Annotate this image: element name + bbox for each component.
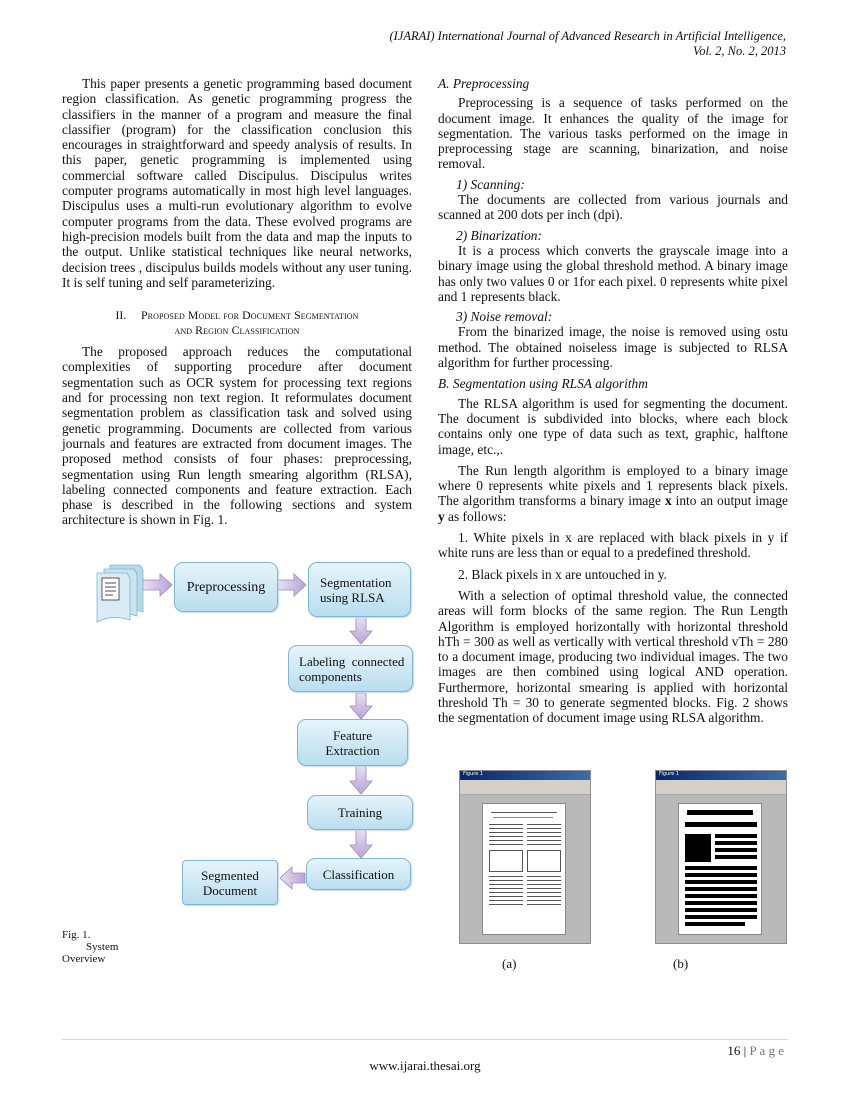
b-p2-x: x: [664, 493, 672, 509]
subsection-b-p3: With a selection of optimal threshold value, the connected areas will form blocks of the same region. The Run Length Algorithm is employed horizontally with horizontal threshold hTh = 300 as well as vertically with vertical threshold vTh = 280 to a document image, producing two individual images. The two images are then combined using logical AND operation. Furthermore, horizontal smearing is applied with horizontal threshold Th = 30 to generate segmented blocks. Fig. 2 shows the segmentation of document image using RLSA algorithm.: [438, 587, 788, 726]
feature-label-line2: Extraction: [325, 742, 380, 758]
figure-window-titlebar: [656, 771, 786, 780]
arrow-labeling-to-feature: [350, 693, 372, 719]
preprocessing-label: Preprocessing: [186, 579, 266, 595]
figure2b-label: (b): [673, 956, 689, 971]
document-stack-icon: [97, 565, 143, 622]
preprocessing-box: [174, 562, 278, 612]
rule-item-1: 1. White pixels in x are replaced with black pixels in y if white runs are less than or equal to a predefined threshold.: [438, 530, 788, 561]
page-word: P a g e: [749, 1043, 784, 1058]
journal-header-line1: (IJARAI) International Journal of Advanced Research in Artificial Intelligence,: [389, 29, 786, 43]
rule-item-2: 2. Black pixels in x are untouched in y.: [458, 566, 667, 582]
left-column: [62, 76, 412, 528]
subsection-a-body: Preprocessing is a sequence of tasks performed on the document image. It enhances the quality of the image for segmentation. The various tasks performed on the image in preprocessing stage are scanning, binarization, and noise removal.: [438, 95, 788, 172]
figure1-caption-text: System Overview: [62, 941, 119, 965]
labeling-label-line2: components: [299, 668, 362, 684]
binarization-title: 2) Binarization:: [456, 227, 542, 243]
feature-extraction-box: [297, 719, 408, 766]
segmentation-label-line1: Segmentation: [320, 574, 392, 590]
page-number-value: 16: [727, 1043, 741, 1058]
figure-window-titlebar: [460, 771, 590, 780]
scanned-document-original: [482, 803, 566, 935]
scanned-document-segmented: [678, 803, 762, 935]
subsection-a-title: A. Preprocessing: [438, 76, 530, 91]
figure-window-title: Figure 1: [463, 771, 484, 777]
arrow-feature-to-training: [350, 766, 372, 794]
segmented-document-box: [182, 860, 278, 905]
section-number: II.: [115, 308, 127, 323]
figure-window-toolbar: [656, 786, 786, 795]
labeling-box: [288, 645, 413, 692]
intro-paragraph: This paper presents a genetic programming based document region classification. As genetic programming progress the classifiers in the manner of a program and measure the final classifier (program) for the classification conclusion this encourages in straightforward and speedy analysis of results. In this paper, genetic programming is implemented using commercial software called Discipulus. Discipulus writes computer programs automatically in most high level languages. Discipulus uses a multi-run evolutionary algorithm to evolve computer programs from the data. These evolved programs are high-precision models built from the data and map the inputs to the output. Unlike statistical techniques like neural networks, decision trees , discipulus builds models without any user tuning. It is self tuning and self parameterizing.: [62, 76, 412, 290]
b-p2-y: y: [438, 508, 445, 524]
binarization-body: It is a process which converts the grayscale image into a binary image using the global threshold method. A binary image has only two values 0 or 1for each pixel. 0 represents white pixel and 1 represents black.: [438, 242, 788, 304]
b-p2-part2: into an output image: [671, 493, 788, 509]
right-column: [438, 76, 788, 726]
section-title-line2: and Region Classification: [174, 323, 300, 338]
figure-window-toolbar: [460, 786, 590, 795]
figure2a-label: (a): [502, 956, 517, 971]
figure-window-segmented: [655, 770, 787, 944]
training-box: [307, 795, 413, 830]
b-p2-part1: The Run length algorithm is employed to a binary image where 0 represents white pixels and 1 represents black pixels. The algorithm transforms a binary image: [438, 462, 788, 509]
noise-removal-title: 3) Noise removal:: [456, 309, 553, 325]
arrow-training-to-classification: [350, 830, 372, 858]
journal-header-line2: Vol. 2, No. 2, 2013: [692, 44, 786, 58]
figure-window-original: [459, 770, 591, 944]
segmentation-label-line2: using RLSA: [320, 589, 385, 605]
subsection-b-p1: The RLSA algorithm is used for segmenting the document. The document is subdivided into blocks, where each block contains only one type of data such as text, graphic, halftone image, etc.,.: [438, 395, 788, 457]
subsection-b-title: B. Segmentation using RLSA algorithm: [438, 376, 648, 392]
figure-window-title: Figure 1: [659, 771, 680, 777]
segmented-label-line2: Document: [202, 882, 258, 898]
subsection-b-p2: [438, 463, 788, 524]
section-heading: [62, 308, 412, 338]
page-number: [727, 1043, 784, 1059]
segmentation-box: [308, 562, 411, 617]
noise-removal-body: From the binarized image, the noise is removed using ostu method. The obtained noiseless image is subjected to RLSA algorithm for further processing.: [438, 324, 788, 371]
arrow-preprocessing-to-segmentation: [278, 574, 306, 596]
footer-url: www.ijarai.thesai.org: [369, 1058, 481, 1073]
figure1-caption: [62, 929, 118, 965]
classification-box: [306, 858, 411, 890]
section-title-line1: Proposed Model for Document Segmentation: [141, 308, 359, 323]
section-body-paragraph: The proposed approach reduces the computational complexities of supporting procedure after document segmentation such as OCR system for processing text regions and for processing non text region. It reformulates document segmentation problem as classification task and solved using genetic programming. Documents are collected from various journals and features are extracted from document images. The proposed method consists of four phases: preprocessing, segmentation using Run length smearing algorithm (RLSA), labeling connected components and feature extraction. Each phase is described in the following sections and system architecture is shown in Fig. 1.: [62, 344, 412, 528]
classification-label: Classification: [322, 866, 395, 882]
scanning-title: 1) Scanning:: [456, 176, 525, 192]
b-p2-part3: as follows:: [444, 508, 507, 524]
figure1-caption-label: Fig. 1.: [62, 929, 91, 941]
labeling-label-line1: Labeling connected: [299, 653, 405, 669]
arrow-segmentation-to-labeling: [350, 617, 372, 644]
footer-divider: [62, 1039, 788, 1040]
arrow-classification-to-segmented: [280, 867, 305, 889]
arrow-doc-to-preprocessing: [143, 574, 172, 596]
segmented-label-line1: Segmented: [201, 867, 259, 883]
journal-header: [389, 29, 786, 59]
scanning-body: The documents are collected from various journals and scanned at 200 dots per inch (dpi).: [438, 192, 788, 223]
page-number-separator: |: [740, 1043, 750, 1058]
training-label: Training: [337, 805, 383, 820]
feature-label-line1: Feature: [333, 727, 372, 743]
